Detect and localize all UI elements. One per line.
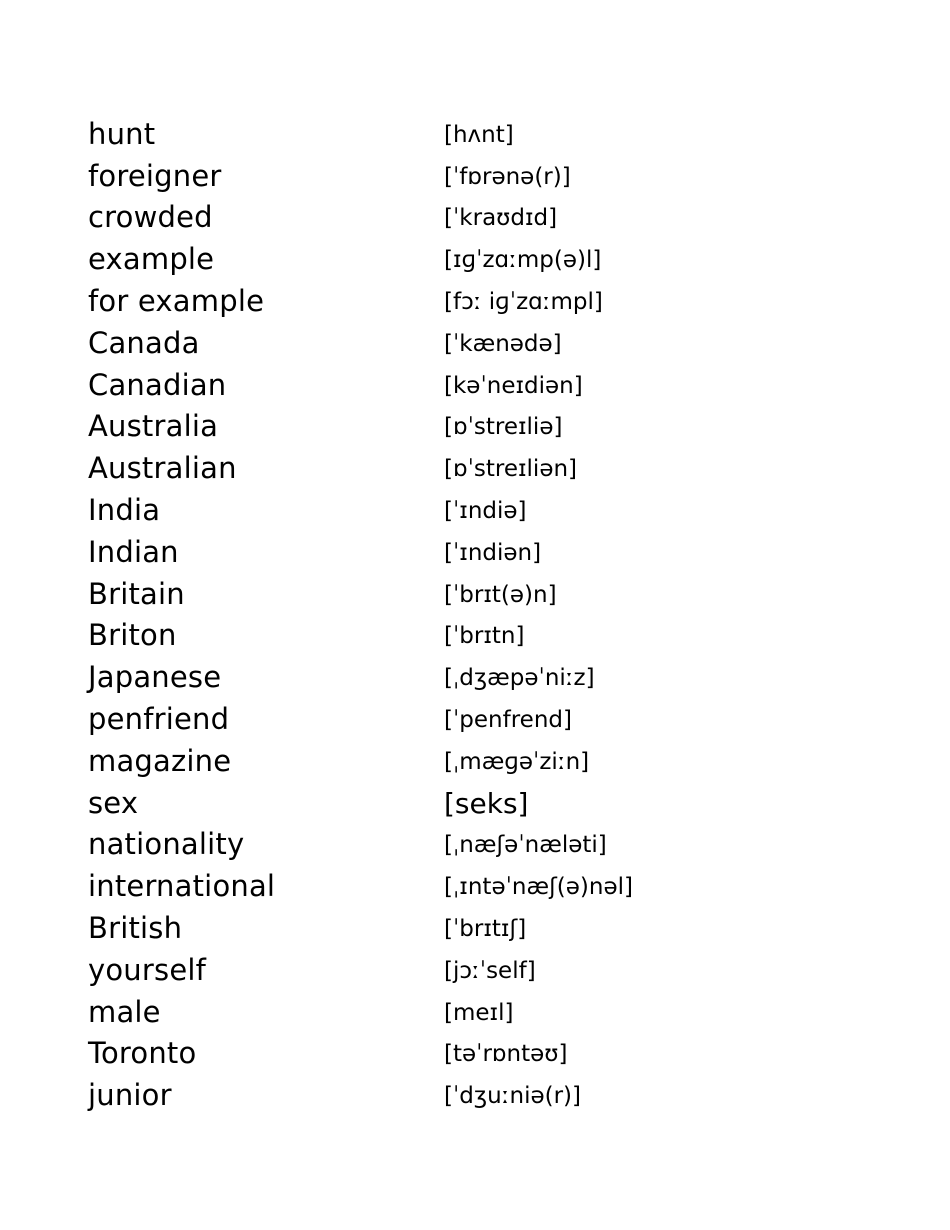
vocab-pronunciation: [ˈdʒuːniə(r)] (444, 1083, 582, 1110)
vocab-row (88, 1033, 688, 1075)
vocab-pronunciation: [ˈbrɪtn] (444, 623, 525, 650)
vocab-row (88, 238, 688, 280)
vocab-row (88, 155, 688, 197)
vocab-word: Canada (88, 325, 200, 360)
vocab-word: crowded (88, 200, 213, 235)
vocabulary-list (88, 113, 688, 1116)
vocab-row (88, 991, 688, 1033)
vocab-pronunciation: [ˈfɒrənə(r)] (444, 163, 571, 190)
vocab-row (88, 740, 688, 782)
vocab-pronunciation: [kəˈneɪdiən] (444, 372, 583, 399)
vocab-row (88, 782, 688, 824)
vocab-row (88, 698, 688, 740)
vocab-pronunciation: [ˈbrɪtɪʃ] (444, 916, 527, 943)
vocab-word: nationality (88, 827, 245, 862)
vocab-word: for example (88, 284, 265, 319)
vocab-word: magazine (88, 743, 232, 778)
vocab-row (88, 865, 688, 907)
vocab-row (88, 615, 688, 657)
vocab-word: junior (88, 1078, 172, 1113)
vocab-pronunciation: [ˈkraʊdɪd] (444, 205, 558, 232)
vocab-word: penfriend (88, 702, 230, 737)
vocab-row (88, 280, 688, 322)
vocab-word: yourself (88, 952, 207, 987)
vocab-row (88, 824, 688, 866)
vocab-row (88, 322, 688, 364)
vocab-word: male (88, 994, 161, 1029)
vocab-row (88, 949, 688, 991)
vocab-word: Briton (88, 618, 177, 653)
vocab-pronunciation: [ɒˈstreɪliə] (444, 414, 563, 441)
vocab-word: Australia (88, 409, 219, 444)
vocab-word: hunt (88, 116, 156, 151)
vocab-row (88, 447, 688, 489)
vocab-row (88, 197, 688, 239)
vocab-word: Indian (88, 534, 179, 569)
vocab-word: example (88, 242, 215, 277)
vocab-pronunciation: [ˈbrɪt(ə)n] (444, 581, 557, 608)
vocab-word: Toronto (88, 1036, 197, 1071)
vocab-word: international (88, 869, 276, 904)
vocab-row (88, 1074, 688, 1116)
vocab-pronunciation: [ˈpenfrend] (444, 707, 572, 734)
vocab-pronunciation: [ˌɪntəˈnæʃ(ə)nəl] (444, 874, 633, 901)
vocab-pronunciation: [jɔːˈself] (444, 957, 536, 984)
vocab-pronunciation: [meɪl] (444, 999, 514, 1026)
vocab-row (88, 364, 688, 406)
vocab-pronunciation: [ˈɪndiə] (444, 498, 527, 525)
vocab-pronunciation: [seks] (444, 787, 529, 821)
vocab-pronunciation: [ˈkænədə] (444, 330, 562, 357)
vocab-pronunciation: [ɒˈstreɪliən] (444, 456, 578, 483)
vocab-pronunciation: [hʌnt] (444, 121, 514, 148)
vocab-pronunciation: [təˈrɒntəʊ] (444, 1041, 568, 1068)
vocab-row (88, 656, 688, 698)
vocab-row (88, 531, 688, 573)
vocab-word: India (88, 493, 161, 528)
vocab-row (88, 907, 688, 949)
vocab-pronunciation: [ˌmæɡəˈziːn] (444, 748, 590, 775)
vocab-pronunciation: [ˌnæʃəˈnæləti] (444, 832, 607, 859)
vocab-pronunciation: [fɔː iɡˈzɑːmpl] (444, 289, 603, 316)
vocab-word: Japanese (88, 660, 222, 695)
vocab-word: sex (88, 785, 139, 820)
vocab-word: Canadian (88, 367, 227, 402)
vocab-pronunciation: [ˌdʒæpəˈniːz] (444, 665, 595, 692)
vocab-row (88, 406, 688, 448)
vocab-row (88, 489, 688, 531)
vocab-word: foreigner (88, 158, 222, 193)
vocab-pronunciation: [ˈɪndiən] (444, 539, 542, 566)
vocab-word: Australian (88, 451, 237, 486)
vocab-row (88, 573, 688, 615)
vocab-word: British (88, 911, 183, 946)
vocab-word: Britain (88, 576, 185, 611)
vocab-row (88, 113, 688, 155)
vocab-pronunciation: [ɪɡˈzɑːmp(ə)l] (444, 247, 602, 274)
